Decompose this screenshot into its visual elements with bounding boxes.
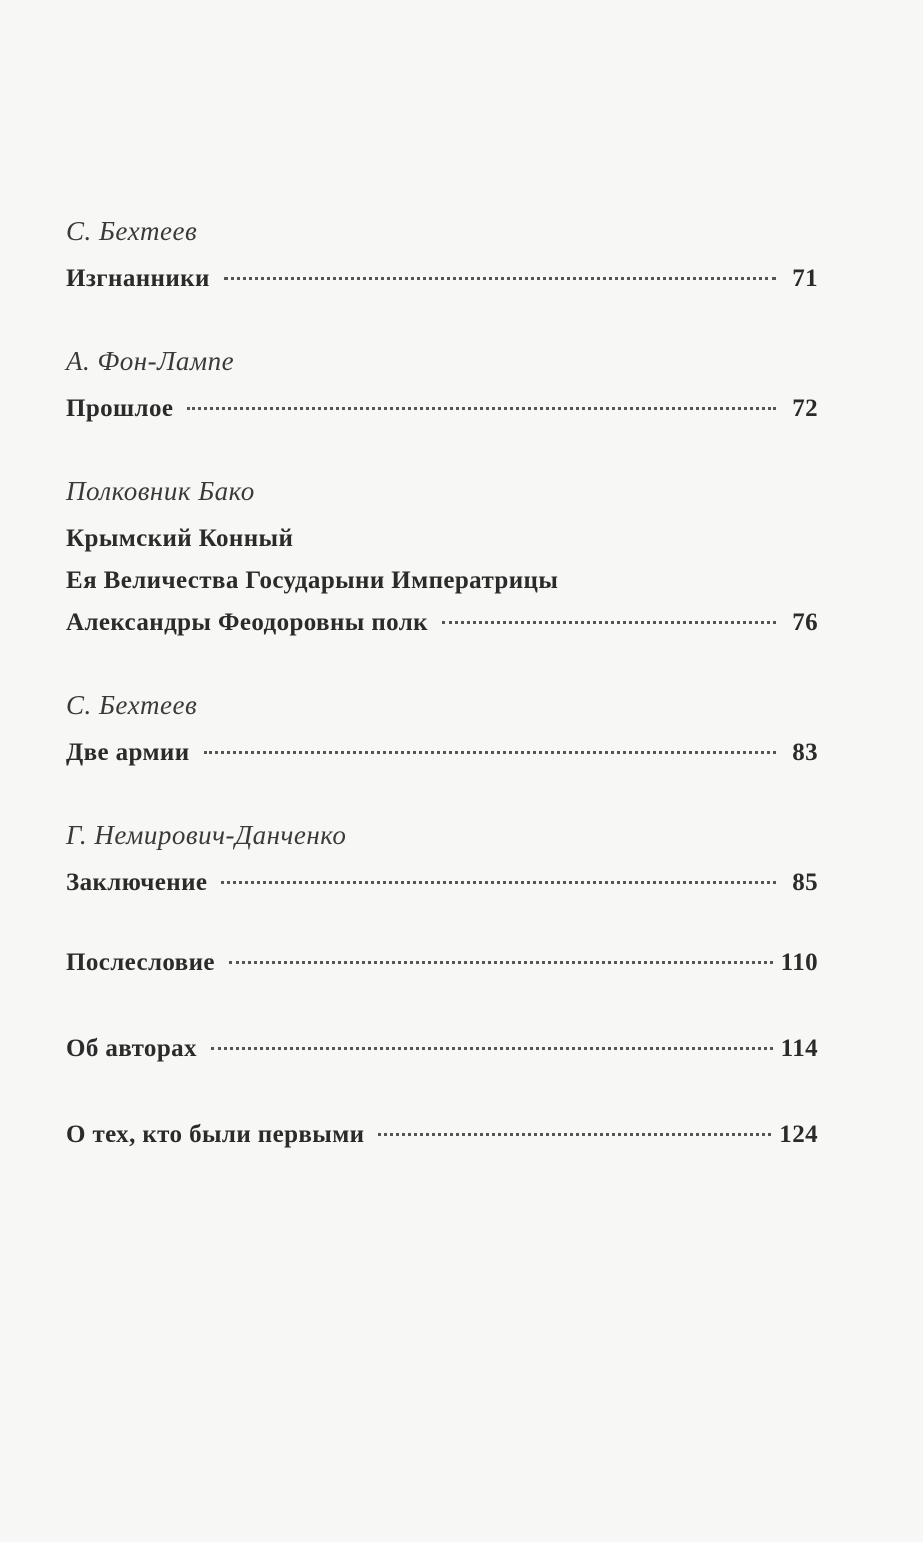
toc-entry bbox=[66, 476, 818, 644]
entry-title: Две армии bbox=[66, 739, 190, 766]
page-number: 72 bbox=[792, 395, 818, 422]
page-number: 71 bbox=[792, 265, 818, 292]
toc-row[interactable] bbox=[66, 1114, 818, 1156]
toc-entry bbox=[66, 690, 818, 774]
entry-title: Прошлое bbox=[66, 395, 174, 422]
toc-row[interactable] bbox=[66, 942, 818, 984]
entry-title: Изгнанники bbox=[66, 265, 210, 292]
entry-author: Полковник Бако bbox=[66, 476, 255, 506]
toc-row[interactable] bbox=[66, 862, 818, 904]
page-number: 83 bbox=[792, 739, 818, 766]
entry-title-line: Крымский Конный bbox=[66, 525, 294, 552]
page-number: 124 bbox=[779, 1121, 818, 1148]
entry-author: Г. Немирович-Данченко bbox=[66, 820, 347, 850]
dot-leader bbox=[211, 1047, 773, 1050]
toc-row[interactable] bbox=[66, 388, 818, 430]
dot-leader bbox=[442, 621, 776, 624]
toc-entry bbox=[66, 1114, 818, 1156]
entry-title: Послесловие bbox=[66, 949, 215, 976]
entry-title-line: Ея Величества Государыни Императрицы bbox=[66, 567, 559, 594]
page-number: 85 bbox=[792, 869, 818, 896]
dot-leader bbox=[378, 1133, 771, 1136]
entry-author: А. Фон-Лампе bbox=[66, 346, 235, 376]
toc-entry bbox=[66, 820, 818, 904]
entry-author: С. Бехтеев bbox=[66, 216, 198, 246]
dot-leader bbox=[224, 277, 776, 280]
toc-entry bbox=[66, 942, 818, 984]
toc-row[interactable] bbox=[66, 732, 818, 774]
toc-row[interactable] bbox=[66, 602, 818, 644]
toc-entry bbox=[66, 216, 818, 300]
dot-leader bbox=[187, 407, 776, 410]
dot-leader bbox=[204, 751, 776, 754]
dot-leader bbox=[229, 961, 773, 964]
page-number: 110 bbox=[780, 949, 818, 976]
entry-title: О тех, кто были первыми bbox=[66, 1121, 365, 1148]
toc-entry bbox=[66, 1028, 818, 1070]
entry-author: С. Бехтеев bbox=[66, 690, 198, 720]
dot-leader bbox=[221, 881, 776, 884]
entry-title: Об авторах bbox=[66, 1035, 197, 1062]
toc-row[interactable] bbox=[66, 1028, 818, 1070]
entry-title: Заключение bbox=[66, 869, 208, 896]
entry-title: Александры Феодоровны полк bbox=[66, 609, 428, 636]
toc-row[interactable] bbox=[66, 258, 818, 300]
page-number: 114 bbox=[780, 1035, 818, 1062]
page-number: 76 bbox=[792, 609, 818, 636]
toc-entry bbox=[66, 346, 818, 430]
